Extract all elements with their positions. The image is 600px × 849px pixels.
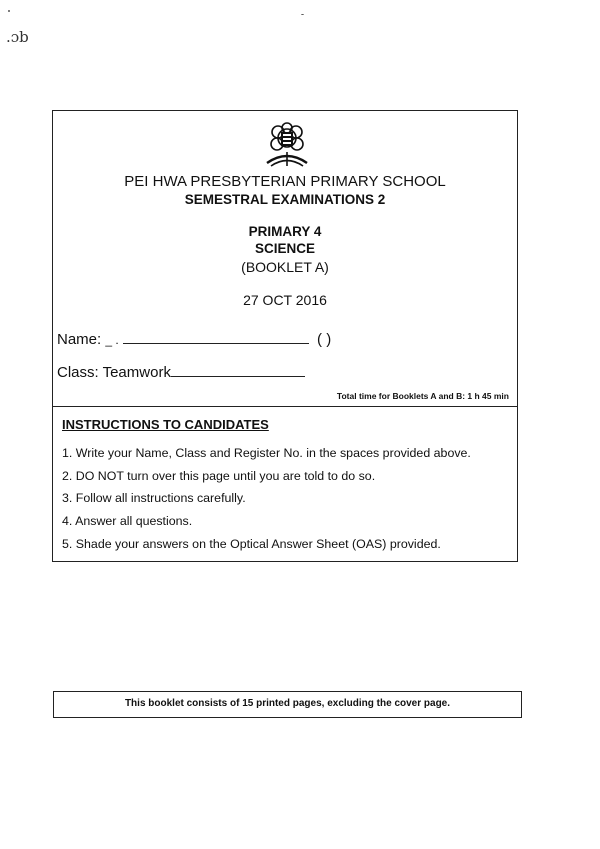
name-row <box>57 329 331 348</box>
school-crest-icon <box>261 119 313 171</box>
school-name: PEI HWA PRESBYTERIAN PRIMARY SCHOOL <box>124 173 446 190</box>
margin-note: .ɔb <box>6 28 29 46</box>
speck <box>8 10 10 12</box>
exam-date: 27 OCT 2016 <box>243 292 327 308</box>
instruction-item: 5. Shade your answers on the Optical Answer Sheet (OAS) provided. <box>62 536 441 551</box>
class-label: Class: <box>57 364 99 381</box>
name-label: Name: <box>57 331 102 348</box>
register-number-field[interactable]: ( ) <box>317 331 332 348</box>
class-value[interactable]: Teamwork <box>102 364 171 381</box>
level: PRIMARY 4 <box>248 224 322 239</box>
total-time: Total time for Booklets A and B: 1 h 45 min <box>336 391 509 401</box>
instructions-heading: INSTRUCTIONS TO CANDIDATES <box>62 417 269 432</box>
instructions-list <box>62 446 471 559</box>
instruction-item: 1. Write your Name, Class and Register No. in the spaces provided above. <box>62 446 471 460</box>
page-count-note: This booklet consists of 15 printed pages, excluding the cover page. <box>53 691 522 718</box>
name-line[interactable] <box>123 329 309 344</box>
cover-box <box>52 110 518 562</box>
speck <box>301 14 304 15</box>
instruction-item: 4. Answer all questions. <box>62 514 193 529</box>
divider <box>53 406 517 407</box>
class-row <box>57 362 305 381</box>
booklet-label: (BOOKLET A) <box>241 259 329 275</box>
instruction-item: 3. Follow all instructions carefully. <box>62 491 246 506</box>
name-value[interactable]: _ . <box>105 333 119 347</box>
subject: SCIENCE <box>254 241 315 256</box>
instruction-item: 2. DO NOT turn over this page until you are told to do so. <box>62 468 376 483</box>
class-line[interactable] <box>171 362 305 377</box>
exam-title: SEMESTRAL EXAMINATIONS 2 <box>184 192 386 207</box>
